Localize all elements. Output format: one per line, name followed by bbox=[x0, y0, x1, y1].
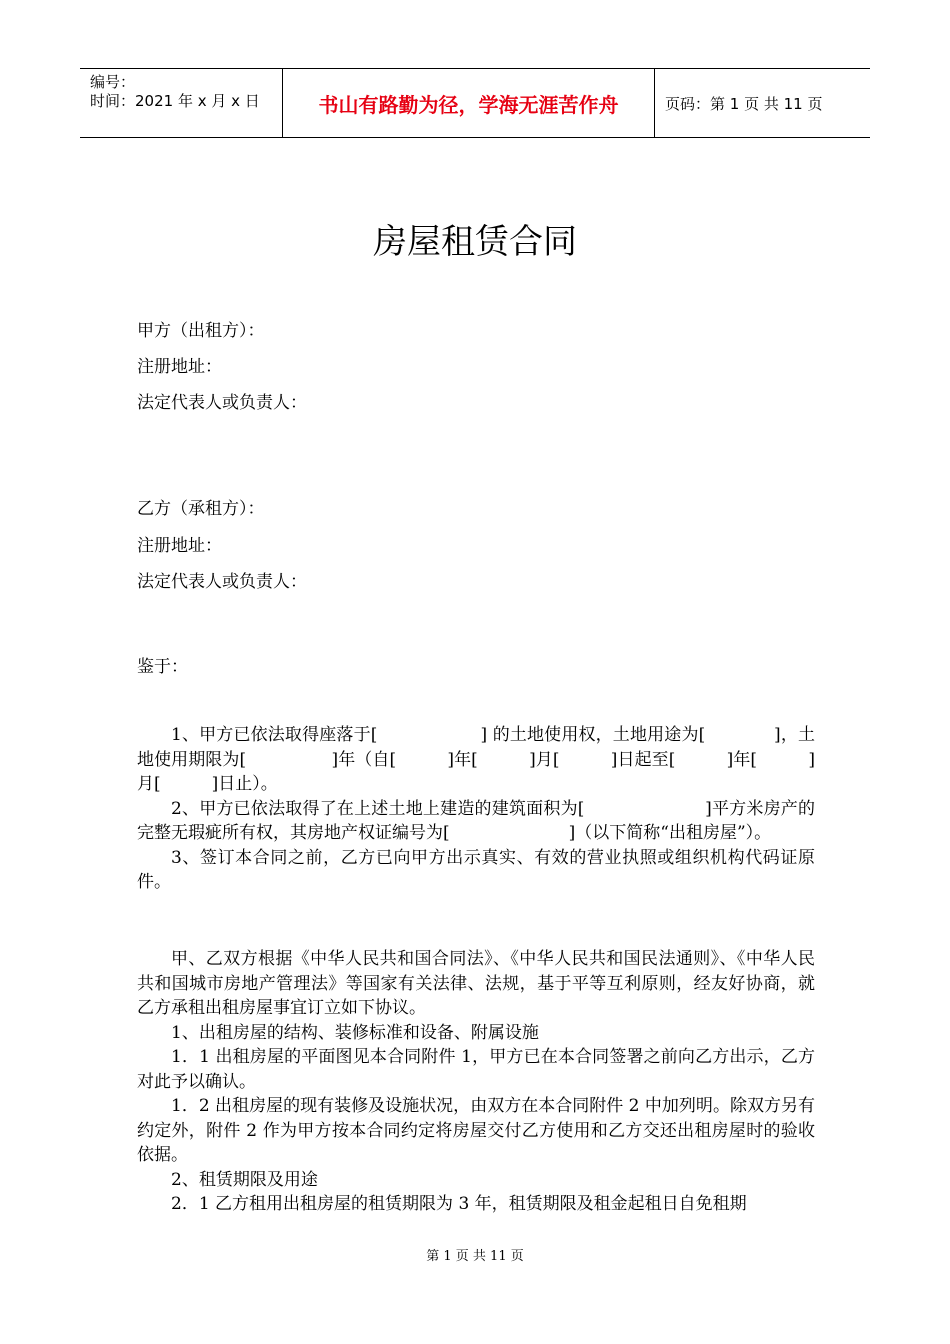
header-motto: 书山有路勤为径，学海无涯苦作舟 bbox=[282, 69, 655, 137]
document-header bbox=[80, 68, 870, 138]
clause-item: 3、签订本合同之前，乙方已向甲方出示真实、有效的营业执照或组织机构代码证原件。 bbox=[137, 847, 815, 892]
header-page-info: 页码：第 1 页 共 11 页 bbox=[665, 94, 823, 113]
body-paragraph: 甲、乙双方根据《中华人民共和国合同法》、《中华人民共和国民法通则》、《中华人民共和国城市房地产管理法》等国家有关法律、法规，基于平等互利原则，经友好协商，就乙方承租出租房屋事宜订立如下协议。 bbox=[137, 949, 815, 1018]
body-paragraph: 2．1 乙方租用出租房屋的租赁期限为 3 年，租赁期限及租金起租日自免租期 bbox=[171, 1194, 747, 1214]
section-heading: 2、租赁期限及用途 bbox=[171, 1169, 318, 1190]
party-a-address: 注册地址： bbox=[137, 357, 222, 377]
section-heading: 1、出租房屋的结构、装修标准和设备、附属设施 bbox=[171, 1022, 539, 1043]
party-b-name: 乙方（承租方）： bbox=[137, 499, 265, 519]
body-paragraph: 1．2 出租房屋的现有装修及设施状况，由双方在本合同附件 2 中加列明。除双方另有约定外，附件 2 作为甲方按本合同约定将房屋交付乙方使用和乙方交还出租房屋时的验收依据。 bbox=[137, 1096, 815, 1165]
document-number-label: 编号： bbox=[90, 73, 136, 91]
contract-body bbox=[137, 947, 815, 1217]
header-meta bbox=[80, 69, 282, 137]
whereas-clauses bbox=[137, 723, 815, 895]
party-b-representative: 法定代表人或负责人： bbox=[137, 572, 307, 592]
body-paragraph: 1．1 出租房屋的平面图见本合同附件 1，甲方已在本合同签署之前向乙方出示，乙方对此予以确认。 bbox=[137, 1047, 815, 1092]
clause-item: 1、甲方已依法取得座落于[ ] 的土地使用权，土地用途为[ ]，土地使用期限为[ ]年（自[ ]年[ ]月[ ]日起至[ ]年[ ]月[ ]日止）。 bbox=[137, 725, 815, 794]
document-title: 房屋租赁合同 bbox=[373, 222, 577, 262]
whereas-label: 鉴于： bbox=[137, 657, 188, 677]
clause-item: 2、甲方已依法取得了在上述土地上建造的建筑面积为[ ]平方米房产的完整无瑕疵所有权，其房地产权证编号为[ ]（以下简称“出租房屋”）。 bbox=[137, 798, 815, 843]
party-b-address: 注册地址： bbox=[137, 536, 222, 556]
document-time-label: 时间：2021 年 x 月 x 日 bbox=[90, 92, 260, 110]
party-a-name: 甲方（出租方）： bbox=[137, 321, 265, 341]
party-a-representative: 法定代表人或负责人： bbox=[137, 393, 307, 413]
page-footer: 第 1 页 共 11 页 bbox=[426, 1249, 524, 1264]
